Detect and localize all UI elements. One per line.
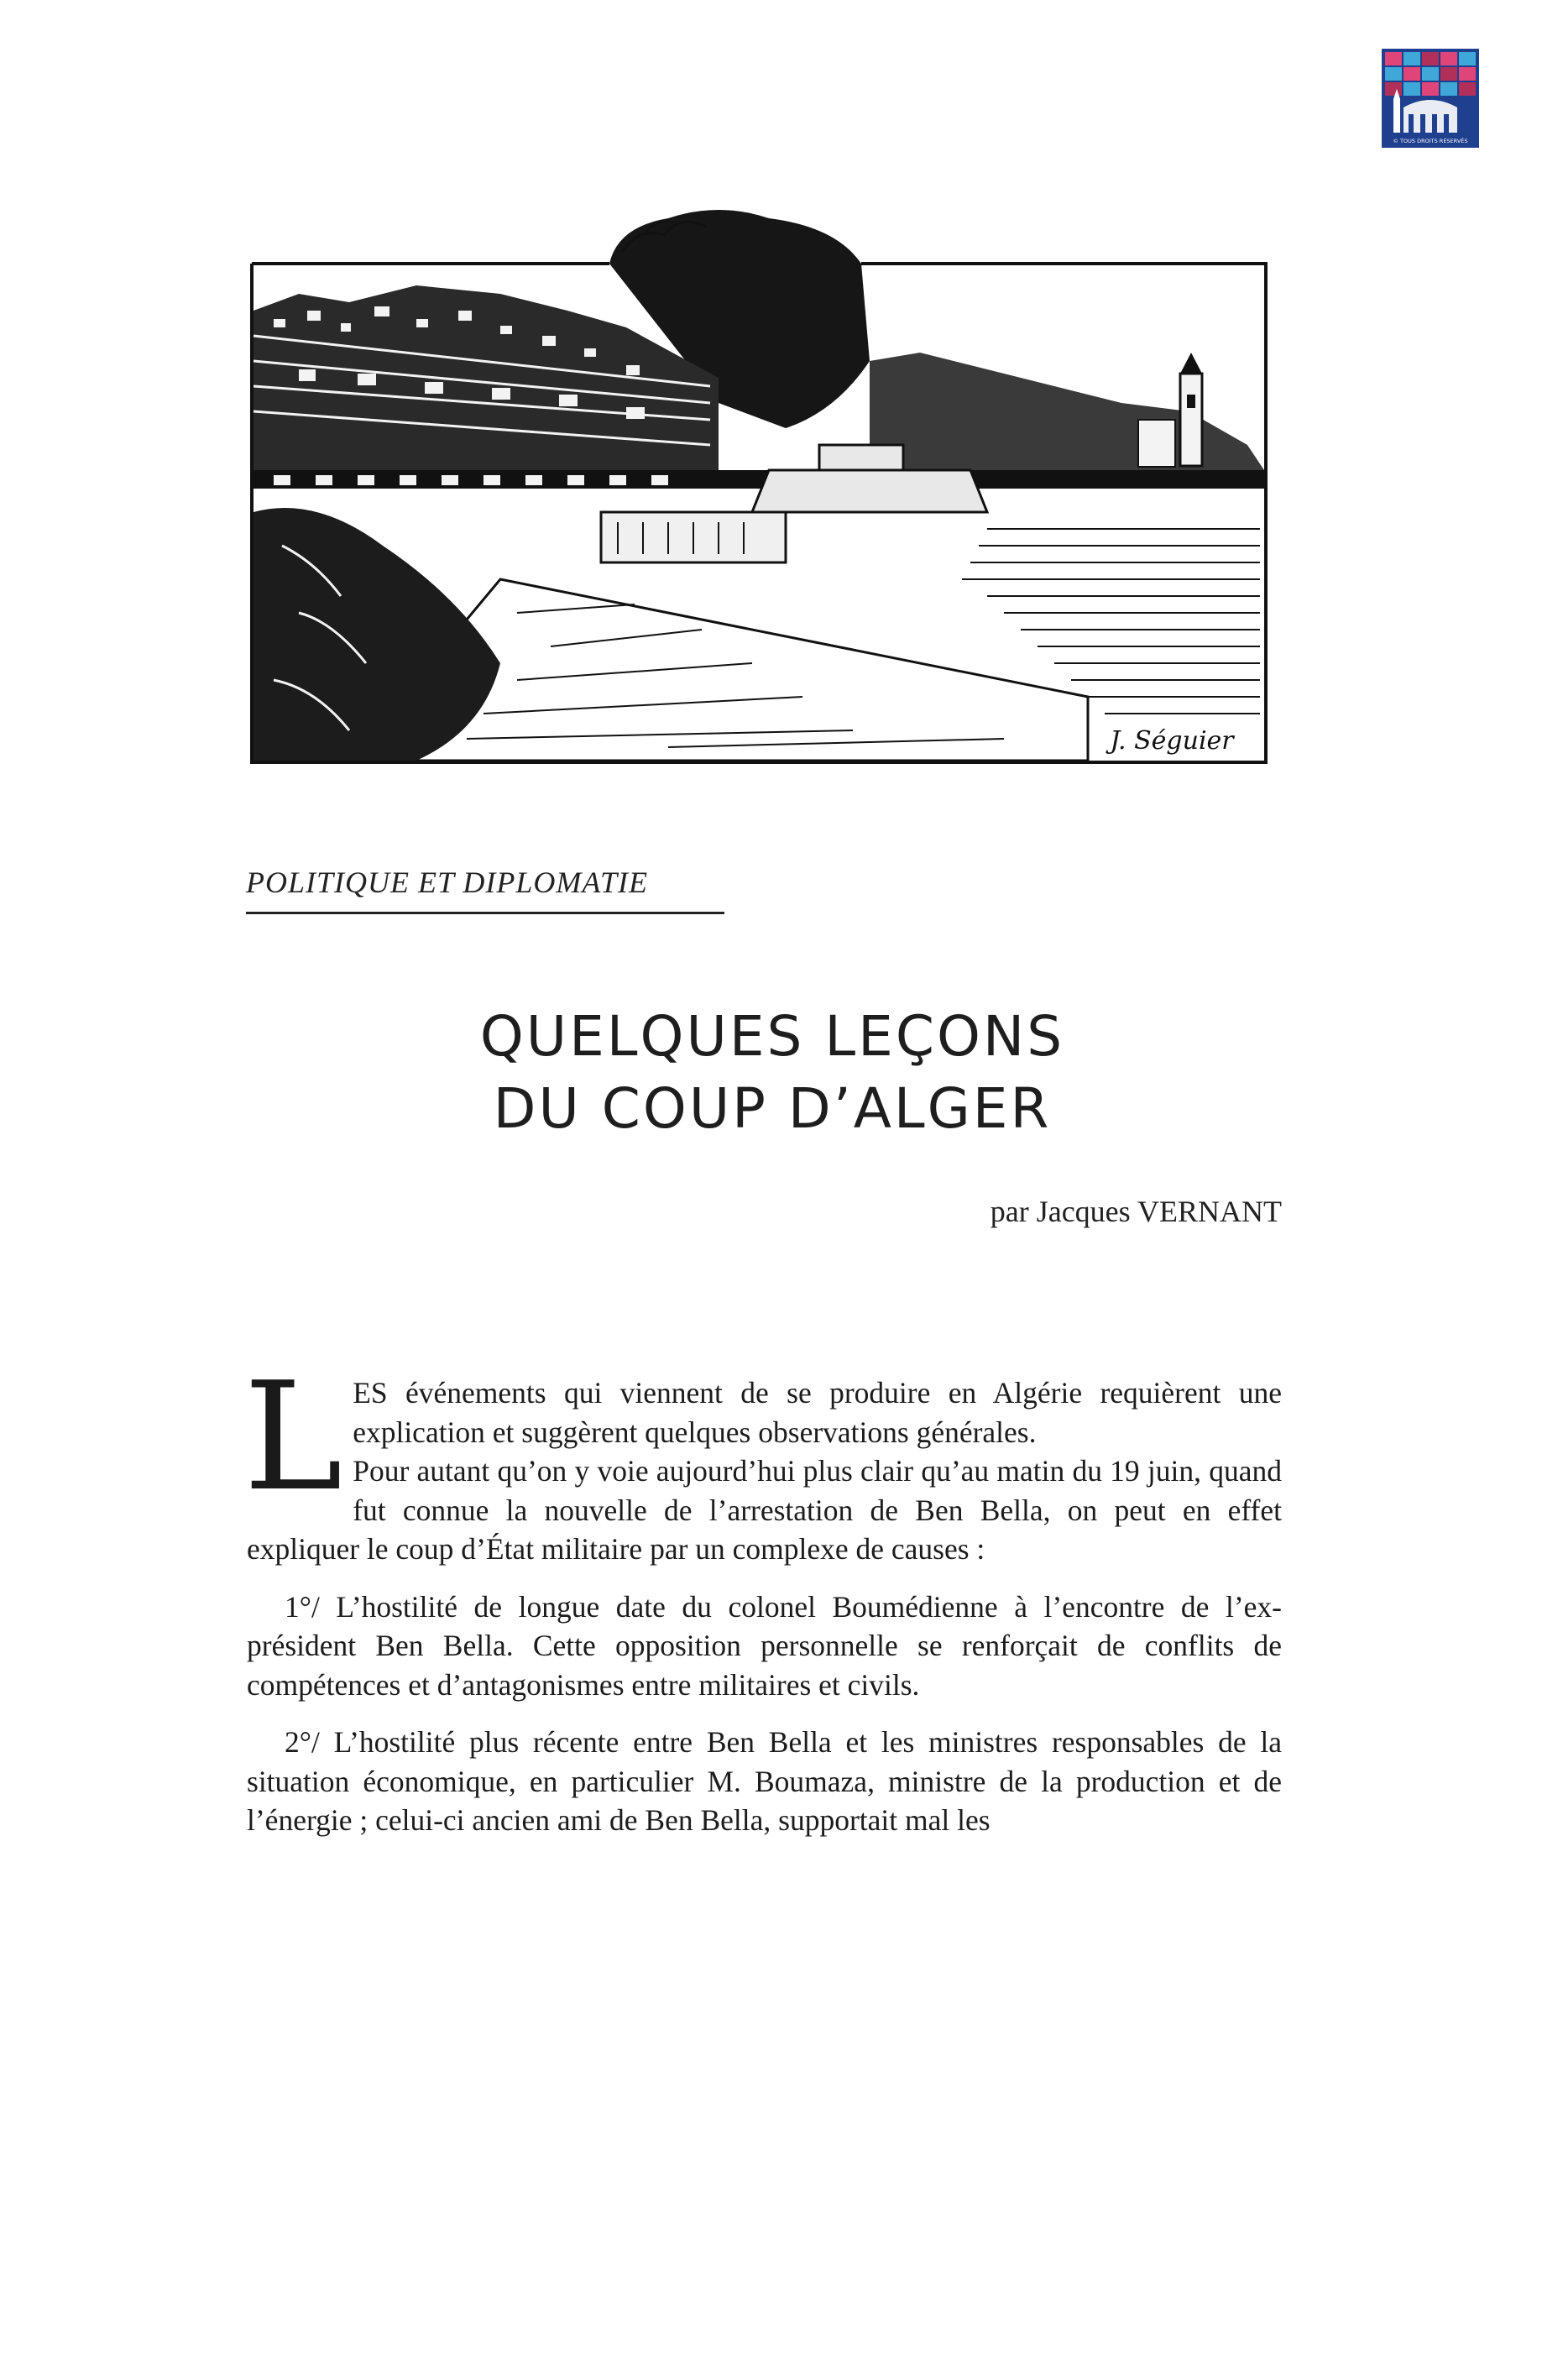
section-rubric [246,865,724,900]
harbor-illustration [248,193,1269,766]
rubric-underline [246,912,724,914]
paragraph-3: 1°/ L’hostilité de longue date du colonel Boumédienne à l’encontre de l’ex-président Ben Bella. Cette opposition personnelle se renforçait de conflits de compétences et d’antagonismes entre militaires et civils. [247,1589,1282,1702]
publisher-logo-icon [1382,49,1479,148]
title-line-1: QUELQUES LEÇONS [479,1004,1065,1069]
article-title [252,1001,1293,1145]
paragraph-1-text: ES événements qui viennent de se produire en Algérie requièrent une explication et suggèrent quelques observations générales. [353,1376,1282,1449]
artist-signature: J. Séguier [1110,726,1234,756]
publisher-logo [1382,49,1479,148]
drop-cap: L [243,1350,343,1524]
paragraph-1 [243,1350,1282,1569]
article-body [243,1350,1282,1859]
paragraph-2-text: Pour autant qu’on y voie aujourd’hui plus clair qu’au matin du 19 juin, quand fut connue la nouvelle de l’arrestation de Ben Bella, on peut en effet expliquer le coup d’État militaire par un complexe de causes : [247,1454,1282,1566]
paragraph-4: 2°/ L’hostilité plus récente entre Ben Bella et les ministres responsables de la situation économique, en particulier M. Boumaza, ministre de la production et de l’énergie ; celui-ci ancien ami de Ben Bella, supportait mal les [247,1725,1282,1837]
author-byline: par Jacques VERNANT [990,1195,1282,1228]
rubric-text: POLITIQUE ET DIPLOMATIE [246,866,648,899]
harbor-engraving-icon [248,193,1269,766]
title-line-2: DU COUP D’ALGER [493,1076,1052,1141]
logo-caption: © TOUS DROITS RÉSERVÉS [1393,138,1468,144]
